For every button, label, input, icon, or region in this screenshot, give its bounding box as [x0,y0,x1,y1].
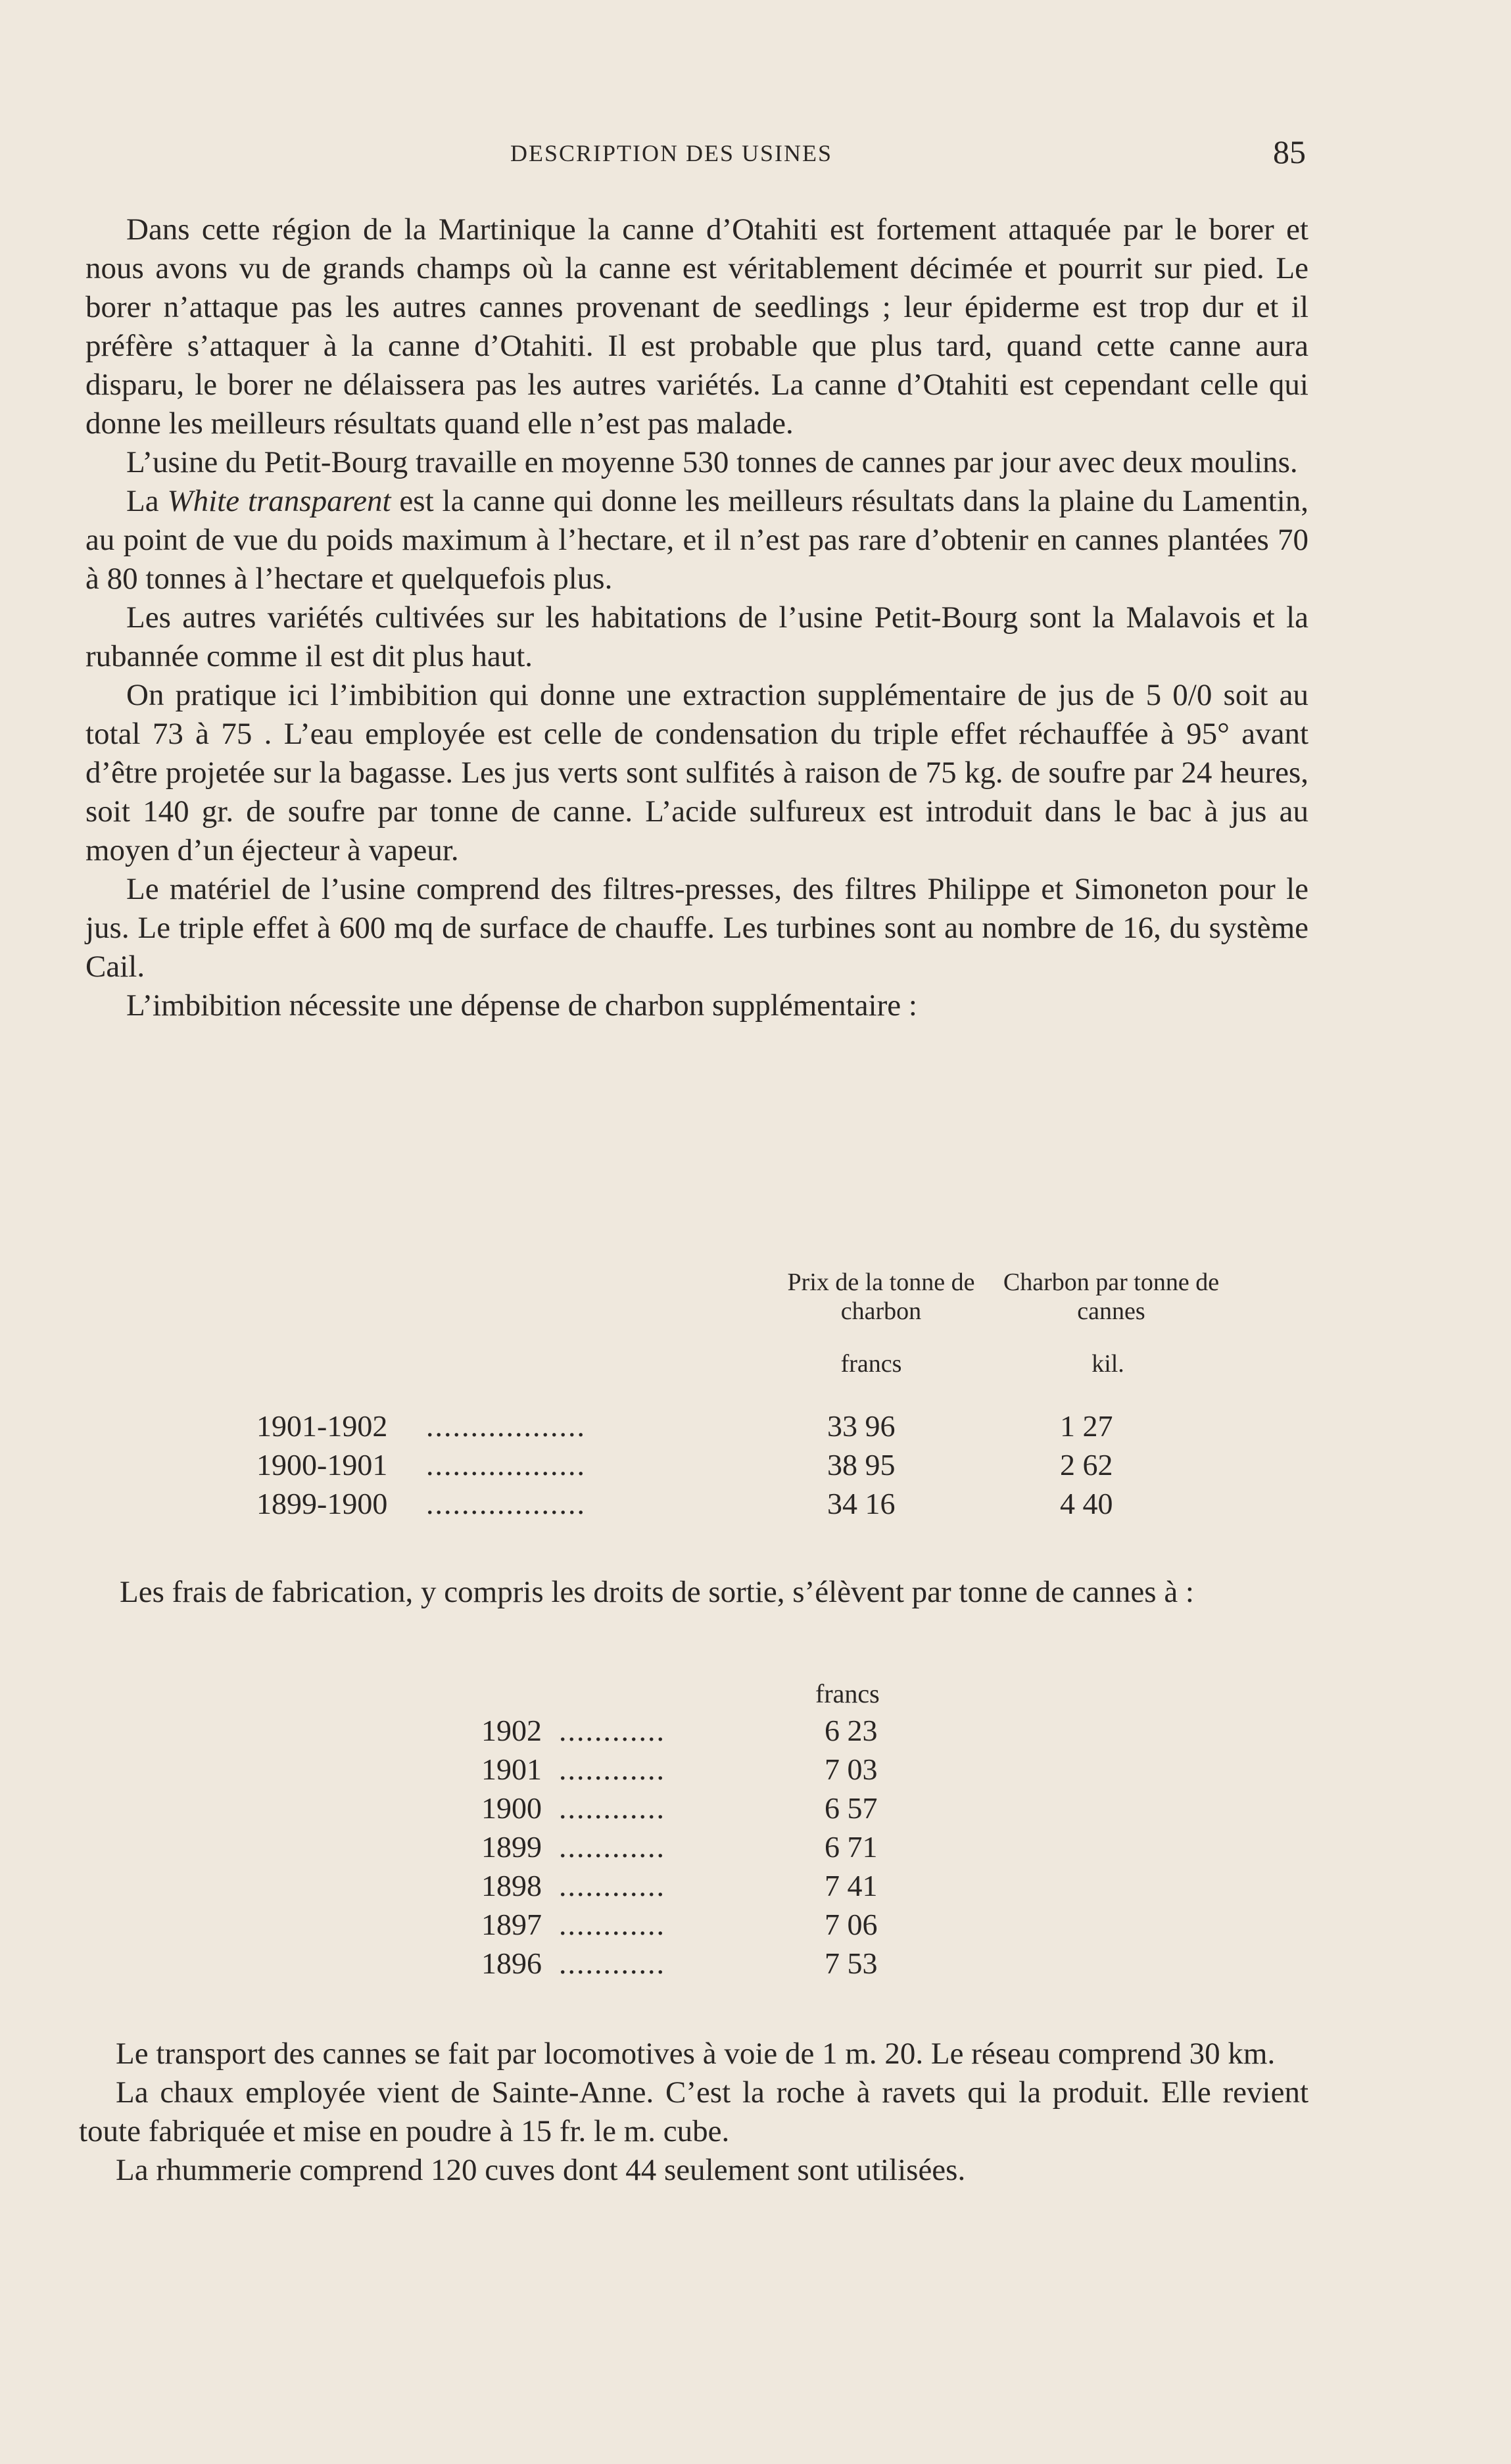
paragraph [85,676,1308,870]
page-number: 85 [1273,133,1306,170]
row-year: 1900-1901 [256,1448,388,1482]
leader-dots: ............ [559,1714,665,1747]
paragraph [85,986,1308,1025]
row-year: 1899-1900 [256,1487,388,1520]
paragraph-text: La rhummerie comprend 120 cuves dont 44 seulement sont utilisées. [116,2153,966,2187]
coal-table-unit-coal: kil. [1091,1350,1124,1378]
row-cost: 7 53 [825,1946,878,1980]
row-cost: 7 03 [825,1752,878,1786]
row-year: 1901-1902 [256,1409,388,1443]
coal-table-unit-price: francs [840,1350,902,1378]
paragraph-text: Les frais de fabrication, y compris les droits de sortie, s’élèvent par tonne de cannes à : [120,1575,1194,1609]
paragraph-text: est la canne qui donne les meilleurs résultats dans la plaine du Lamentin, au point de vue du poids maximum à l’hectare, et il n’est pas rare d’obtenir en cannes plantées 70 à 80 tonnes à l’hectare et quelquefois plus. [85,484,1308,596]
row-year: 1897 [481,1908,542,1941]
paragraph-text: Dans cette région de la Martinique la canne d’Otahiti est fortement attaquée par le borer et nous avons vu de grands champs où la canne est véritablement décimée et pourrit sur pied. Le borer n’attaque pas les autres cannes provenant de seedlings ; leur épiderme est trop dur et il préfère s’attaquer à la canne d’Otahiti. Il est probable que plus tard, quand cette canne aura disparu, le borer ne délaissera pas les autres variétés. La canne d’Otahiti est cependant celle qui donne les meilleurs résultats quand elle n’est pas malade. [85,212,1308,441]
leader-dots: ............ [559,1908,665,1941]
paragraph [85,870,1308,986]
leader-dots: .................. [426,1448,586,1482]
row-price: 38 95 [827,1448,896,1482]
table-row [481,1907,942,1945]
leader-dots: .................. [426,1409,586,1443]
paragraph-text: Les autres variétés cultivées sur les habitations de l’usine Petit-Bourg sont la Malavois et la rubannée comme il est dit plus haut. [85,600,1308,673]
cane-variety-name: White transparent [167,484,391,518]
coal-table-header-price: Prix de la tonne de charbon [787,1268,975,1325]
row-year: 1899 [481,1830,542,1864]
row-cost: 6 71 [825,1830,878,1864]
closing-text [79,2035,1308,2190]
row-cost: 6 23 [825,1714,878,1747]
paragraph [85,210,1308,443]
leader-dots: ............ [559,1830,665,1864]
table-row [481,1791,942,1829]
leader-dots: ............ [559,1752,665,1786]
row-year: 1900 [481,1791,542,1825]
table-row [256,1447,1243,1487]
coal-table-header-coal: Charbon par tonne de cannes [1003,1268,1220,1325]
paragraph-text: Le transport des cannes se fait par locomotives à voie de 1 m. 20. Le réseau comprend 30 km. [116,2037,1276,2071]
row-price: 33 96 [827,1409,896,1443]
paragraph-text: Le matériel de l’usine comprend des filtres-presses, des filtres Philippe et Simoneton pour le jus. Le triple effet à 600 mq de surface de chauffe. Les turbines sont au nombre de 16, du système Cail. [85,872,1308,984]
table-row [481,1829,942,1868]
costs-table-unit: francs [815,1679,880,1708]
table-row [256,1409,1243,1448]
row-year: 1896 [481,1946,542,1980]
row-cost: 7 41 [825,1869,878,1902]
table-row [481,1713,942,1751]
row-cost: 7 06 [825,1908,878,1941]
row-price: 34 16 [827,1487,896,1520]
leader-dots: .................. [426,1487,586,1520]
paragraph-text: La chaux employée vient de Sainte-Anne. C’est la roche à ravets qui la produit. Elle revient toute fabriquée et mise en poudre à 15 fr. le m. cube. [79,2075,1308,2148]
manufacturing-costs-paragraph [85,1573,1308,1612]
paragraph [85,598,1308,676]
table-row [481,1868,942,1906]
table-row [481,1946,942,1984]
row-cost: 6 57 [825,1791,878,1825]
row-coal: 4 40 [1060,1487,1113,1520]
paragraph [85,482,1308,598]
paragraph-text: On pratique ici l’imbibition qui donne une extraction supplémentaire de jus de 5 0/0 soit au total 73 à 75 . L’eau employée est celle de condensation du triple effet réchauffée à 95° avant d’être projetée sur la bagasse. Les jus verts sont sulfités à raison de 75 kg. de soufre par 24 heures, soit 140 gr. de soufre par tonne de canne. L’acide sulfureux est introduit dans le bac à jus au moyen d’un éjecteur à vapeur. [85,678,1308,867]
row-year: 1898 [481,1869,542,1902]
leader-dots: ............ [559,1869,665,1902]
leader-dots: ............ [559,1946,665,1980]
row-year: 1901 [481,1752,542,1786]
row-year: 1902 [481,1714,542,1747]
body-text [85,210,1308,1025]
table-row [481,1752,942,1790]
paragraph-text: L’usine du Petit-Bourg travaille en moyenne 530 tonnes de cannes par jour avec deux moulins. [126,445,1298,479]
leader-dots: ............ [559,1791,665,1825]
paragraph-text: L’imbibition nécessite une dépense de charbon supplémentaire : [126,988,917,1023]
paragraph [85,443,1308,482]
row-coal: 2 62 [1060,1448,1113,1482]
row-coal: 1 27 [1060,1409,1113,1443]
page-header [0,133,1511,176]
table-row [256,1486,1243,1526]
running-title: DESCRIPTION DES USINES [510,140,833,166]
paragraph-text: La [126,484,168,518]
